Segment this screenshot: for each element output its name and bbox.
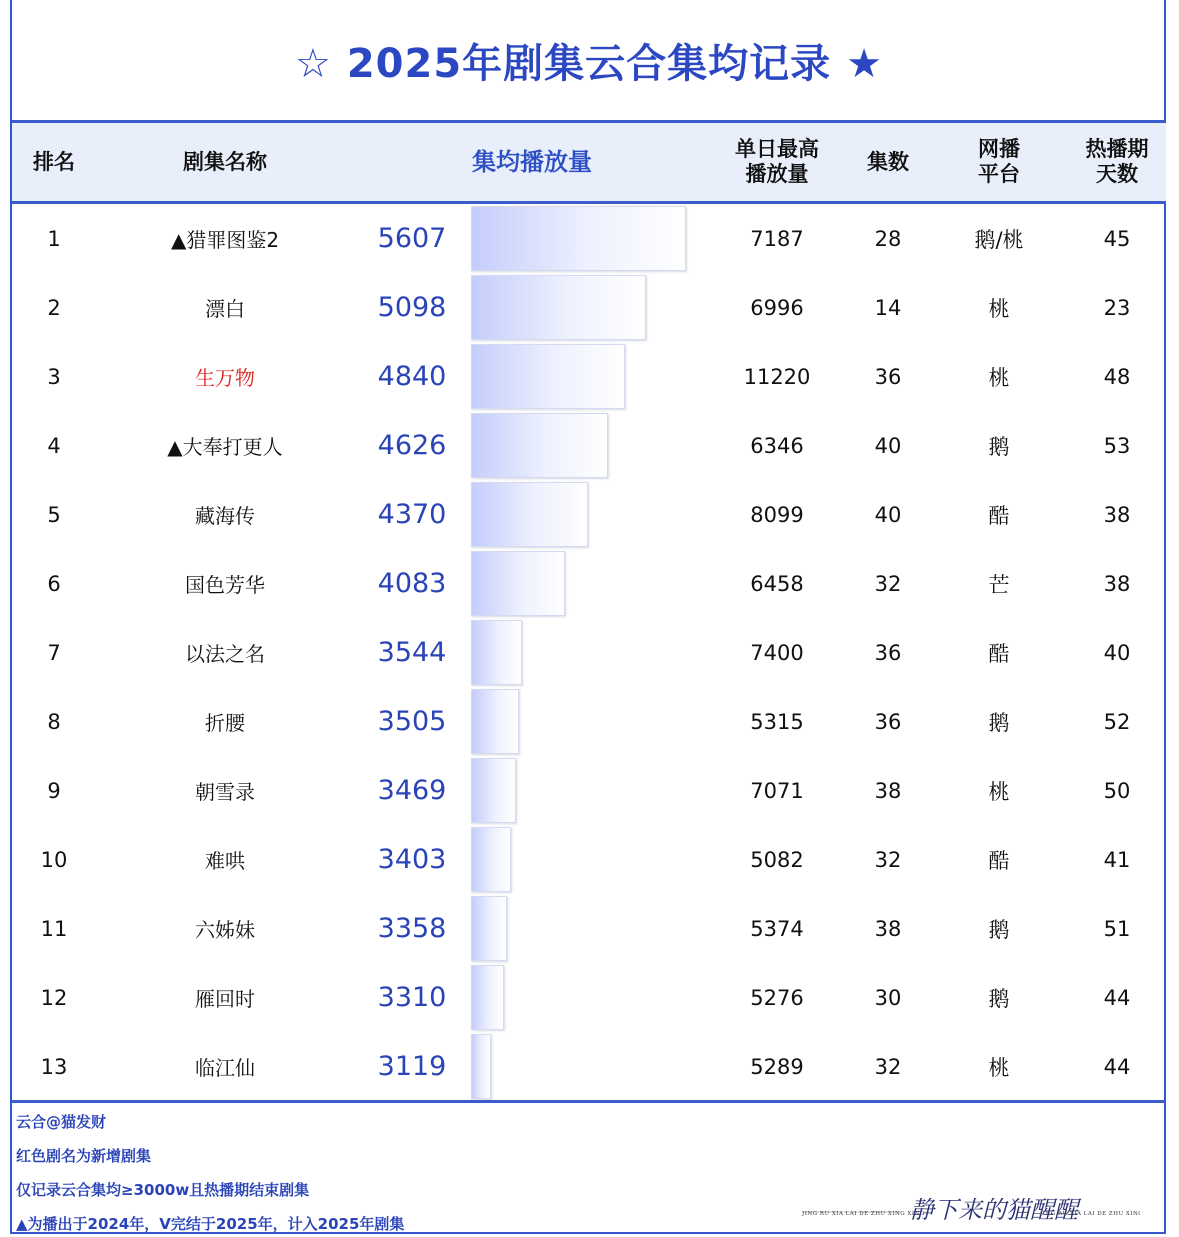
episodes-cell: 28 bbox=[874, 226, 902, 251]
drama-name-cell: 藏海传 bbox=[195, 504, 255, 528]
episodes-cell: 32 bbox=[874, 1054, 902, 1079]
table-row bbox=[12, 963, 1166, 1032]
signature-small-right: JING RU XIA LAI DE ZHU XIN bbox=[1040, 1211, 1139, 1217]
table-row bbox=[12, 480, 1166, 549]
days-cell: 51 bbox=[1103, 916, 1131, 941]
header-peak: 单日最高 播放量 bbox=[735, 137, 819, 186]
avg-views-bar bbox=[471, 620, 522, 685]
drama-name-cell: ▲大奉打更人 bbox=[167, 435, 283, 459]
episodes-cell: 38 bbox=[874, 916, 902, 941]
table-row bbox=[12, 273, 1166, 342]
table-row bbox=[12, 411, 1166, 480]
episodes-cell: 36 bbox=[874, 364, 902, 389]
signature-watermark bbox=[800, 1190, 1140, 1230]
avg-views-bar bbox=[471, 1034, 491, 1099]
drama-name-cell: 临江仙 bbox=[195, 1056, 255, 1080]
drama-name-cell: 以法之名 bbox=[185, 642, 265, 666]
days-cell: 23 bbox=[1103, 295, 1131, 320]
header-eps: 集数 bbox=[867, 149, 909, 174]
avg-views-cell: 4083 bbox=[377, 568, 447, 599]
platform-cell: 鹅 bbox=[988, 710, 1010, 735]
avg-views-bar bbox=[471, 758, 516, 823]
days-cell: 38 bbox=[1103, 571, 1131, 596]
days-cell: 40 bbox=[1103, 640, 1131, 665]
signature-text: 静下来的猫醒醒 bbox=[910, 1196, 1078, 1224]
drama-name-cell: 漂白 bbox=[205, 297, 245, 321]
peak-views-cell: 7187 bbox=[750, 226, 804, 251]
episodes-cell: 32 bbox=[874, 571, 902, 596]
avg-views-bar bbox=[471, 965, 504, 1030]
avg-views-cell: 4840 bbox=[377, 361, 447, 392]
table-row bbox=[12, 204, 1166, 273]
peak-views-cell: 5374 bbox=[750, 916, 804, 941]
avg-views-cell: 4626 bbox=[377, 430, 447, 461]
footer-note-red: 红色剧名为新增剧集 bbox=[16, 1147, 152, 1165]
platform-cell: 鹅 bbox=[988, 917, 1010, 942]
rank-cell: 3 bbox=[47, 364, 61, 389]
rank-cell: 4 bbox=[47, 433, 61, 458]
table-header bbox=[12, 120, 1166, 204]
drama-name-cell: 折腰 bbox=[205, 711, 245, 735]
avg-views-cell: 5607 bbox=[377, 223, 447, 254]
drama-name-cell: 生万物 bbox=[195, 366, 255, 390]
peak-views-cell: 7400 bbox=[750, 640, 804, 665]
rank-cell: 2 bbox=[47, 295, 61, 320]
peak-views-cell: 5276 bbox=[750, 985, 804, 1010]
days-cell: 44 bbox=[1103, 985, 1131, 1010]
avg-views-bar bbox=[471, 482, 588, 547]
rank-cell: 5 bbox=[47, 502, 61, 527]
title-bar bbox=[12, 0, 1166, 120]
avg-views-bar bbox=[471, 896, 507, 961]
drama-name-cell: 难哄 bbox=[205, 849, 245, 873]
episodes-cell: 36 bbox=[874, 640, 902, 665]
episodes-cell: 38 bbox=[874, 778, 902, 803]
rank-cell: 10 bbox=[40, 847, 68, 872]
rank-cell: 12 bbox=[40, 985, 68, 1010]
footer-note-triangle: ▲为播出于2024年，V完结于2025年，计入2025年剧集 bbox=[16, 1215, 405, 1233]
days-cell: 53 bbox=[1103, 433, 1131, 458]
days-cell: 45 bbox=[1103, 226, 1131, 251]
days-cell: 52 bbox=[1103, 709, 1131, 734]
rank-cell: 1 bbox=[47, 226, 61, 251]
page-title: ☆ 2025年剧集云合集均记录 ★ bbox=[295, 40, 883, 87]
platform-cell: 桃 bbox=[988, 779, 1010, 804]
avg-views-cell: 5098 bbox=[377, 292, 447, 323]
peak-views-cell: 6458 bbox=[750, 571, 804, 596]
peak-views-cell: 5289 bbox=[750, 1054, 804, 1079]
days-cell: 44 bbox=[1103, 1054, 1131, 1079]
avg-views-bar bbox=[471, 206, 686, 271]
episodes-cell: 30 bbox=[874, 985, 902, 1010]
drama-name-cell: 雁回时 bbox=[195, 987, 255, 1011]
days-cell: 48 bbox=[1103, 364, 1131, 389]
avg-views-cell: 3505 bbox=[377, 706, 447, 737]
avg-views-cell: 3544 bbox=[377, 637, 447, 668]
rank-cell: 6 bbox=[47, 571, 61, 596]
peak-views-cell: 5315 bbox=[750, 709, 804, 734]
peak-views-cell: 5082 bbox=[750, 847, 804, 872]
rank-cell: 9 bbox=[47, 778, 61, 803]
avg-views-cell: 4370 bbox=[377, 499, 447, 530]
avg-views-cell: 3469 bbox=[377, 775, 447, 806]
episodes-cell: 32 bbox=[874, 847, 902, 872]
avg-views-cell: 3403 bbox=[377, 844, 447, 875]
episodes-cell: 36 bbox=[874, 709, 902, 734]
table-row bbox=[12, 1032, 1166, 1101]
drama-name-cell: 朝雪录 bbox=[195, 780, 255, 804]
rank-cell: 8 bbox=[47, 709, 61, 734]
platform-cell: 鹅 bbox=[988, 986, 1010, 1011]
drama-name-cell: ▲猎罪图鉴2 bbox=[170, 228, 280, 252]
table-row bbox=[12, 894, 1166, 963]
avg-views-bar bbox=[471, 413, 608, 478]
platform-cell: 鹅/桃 bbox=[974, 227, 1024, 252]
rank-cell: 11 bbox=[40, 916, 68, 941]
drama-name-cell: 六姊妹 bbox=[195, 918, 255, 942]
avg-views-bar bbox=[471, 275, 646, 340]
table-row bbox=[12, 549, 1166, 618]
avg-views-cell: 3310 bbox=[377, 982, 447, 1013]
episodes-cell: 40 bbox=[874, 502, 902, 527]
peak-views-cell: 11220 bbox=[743, 364, 811, 389]
table-row bbox=[12, 756, 1166, 825]
platform-cell: 酷 bbox=[988, 503, 1010, 528]
platform-cell: 鹅 bbox=[988, 434, 1010, 459]
header-platform: 网播 平台 bbox=[978, 137, 1020, 186]
days-cell: 38 bbox=[1103, 502, 1131, 527]
avg-views-bar bbox=[471, 689, 519, 754]
days-cell: 41 bbox=[1103, 847, 1131, 872]
avg-views-bar bbox=[471, 551, 565, 616]
avg-views-bar bbox=[471, 827, 511, 892]
header-avg: 集均播放量 bbox=[472, 147, 592, 176]
table-body bbox=[12, 204, 1166, 1100]
avg-views-bar bbox=[471, 344, 625, 409]
platform-cell: 酷 bbox=[988, 848, 1010, 873]
episodes-cell: 40 bbox=[874, 433, 902, 458]
avg-views-cell: 3358 bbox=[377, 913, 447, 944]
peak-views-cell: 6996 bbox=[750, 295, 804, 320]
platform-cell: 芒 bbox=[988, 572, 1010, 597]
drama-name-cell: 国色芳华 bbox=[185, 573, 265, 597]
peak-views-cell: 8099 bbox=[750, 502, 804, 527]
episodes-cell: 14 bbox=[874, 295, 902, 320]
platform-cell: 酷 bbox=[988, 641, 1010, 666]
peak-views-cell: 7071 bbox=[750, 778, 804, 803]
header-name: 剧集名称 bbox=[183, 149, 267, 174]
table-row bbox=[12, 687, 1166, 756]
header-rank: 排名 bbox=[33, 149, 75, 174]
days-cell: 50 bbox=[1103, 778, 1131, 803]
table-row bbox=[12, 342, 1166, 411]
platform-cell: 桃 bbox=[988, 365, 1010, 390]
rank-cell: 13 bbox=[40, 1054, 68, 1079]
footer-note-criteria: 仅记录云合集均≥3000w且热播期结束剧集 bbox=[16, 1181, 310, 1199]
table-row bbox=[12, 618, 1166, 687]
signature-small-left: JING RU XIA LAI DE ZHU XING XING bbox=[802, 1211, 925, 1217]
footer-note-source: 云合@猫发财 bbox=[16, 1113, 107, 1131]
peak-views-cell: 6346 bbox=[750, 433, 804, 458]
table-row bbox=[12, 825, 1166, 894]
header-days: 热播期 天数 bbox=[1085, 137, 1149, 186]
rank-cell: 7 bbox=[47, 640, 61, 665]
platform-cell: 桃 bbox=[988, 296, 1010, 321]
avg-views-cell: 3119 bbox=[377, 1051, 447, 1082]
platform-cell: 桃 bbox=[988, 1055, 1010, 1080]
